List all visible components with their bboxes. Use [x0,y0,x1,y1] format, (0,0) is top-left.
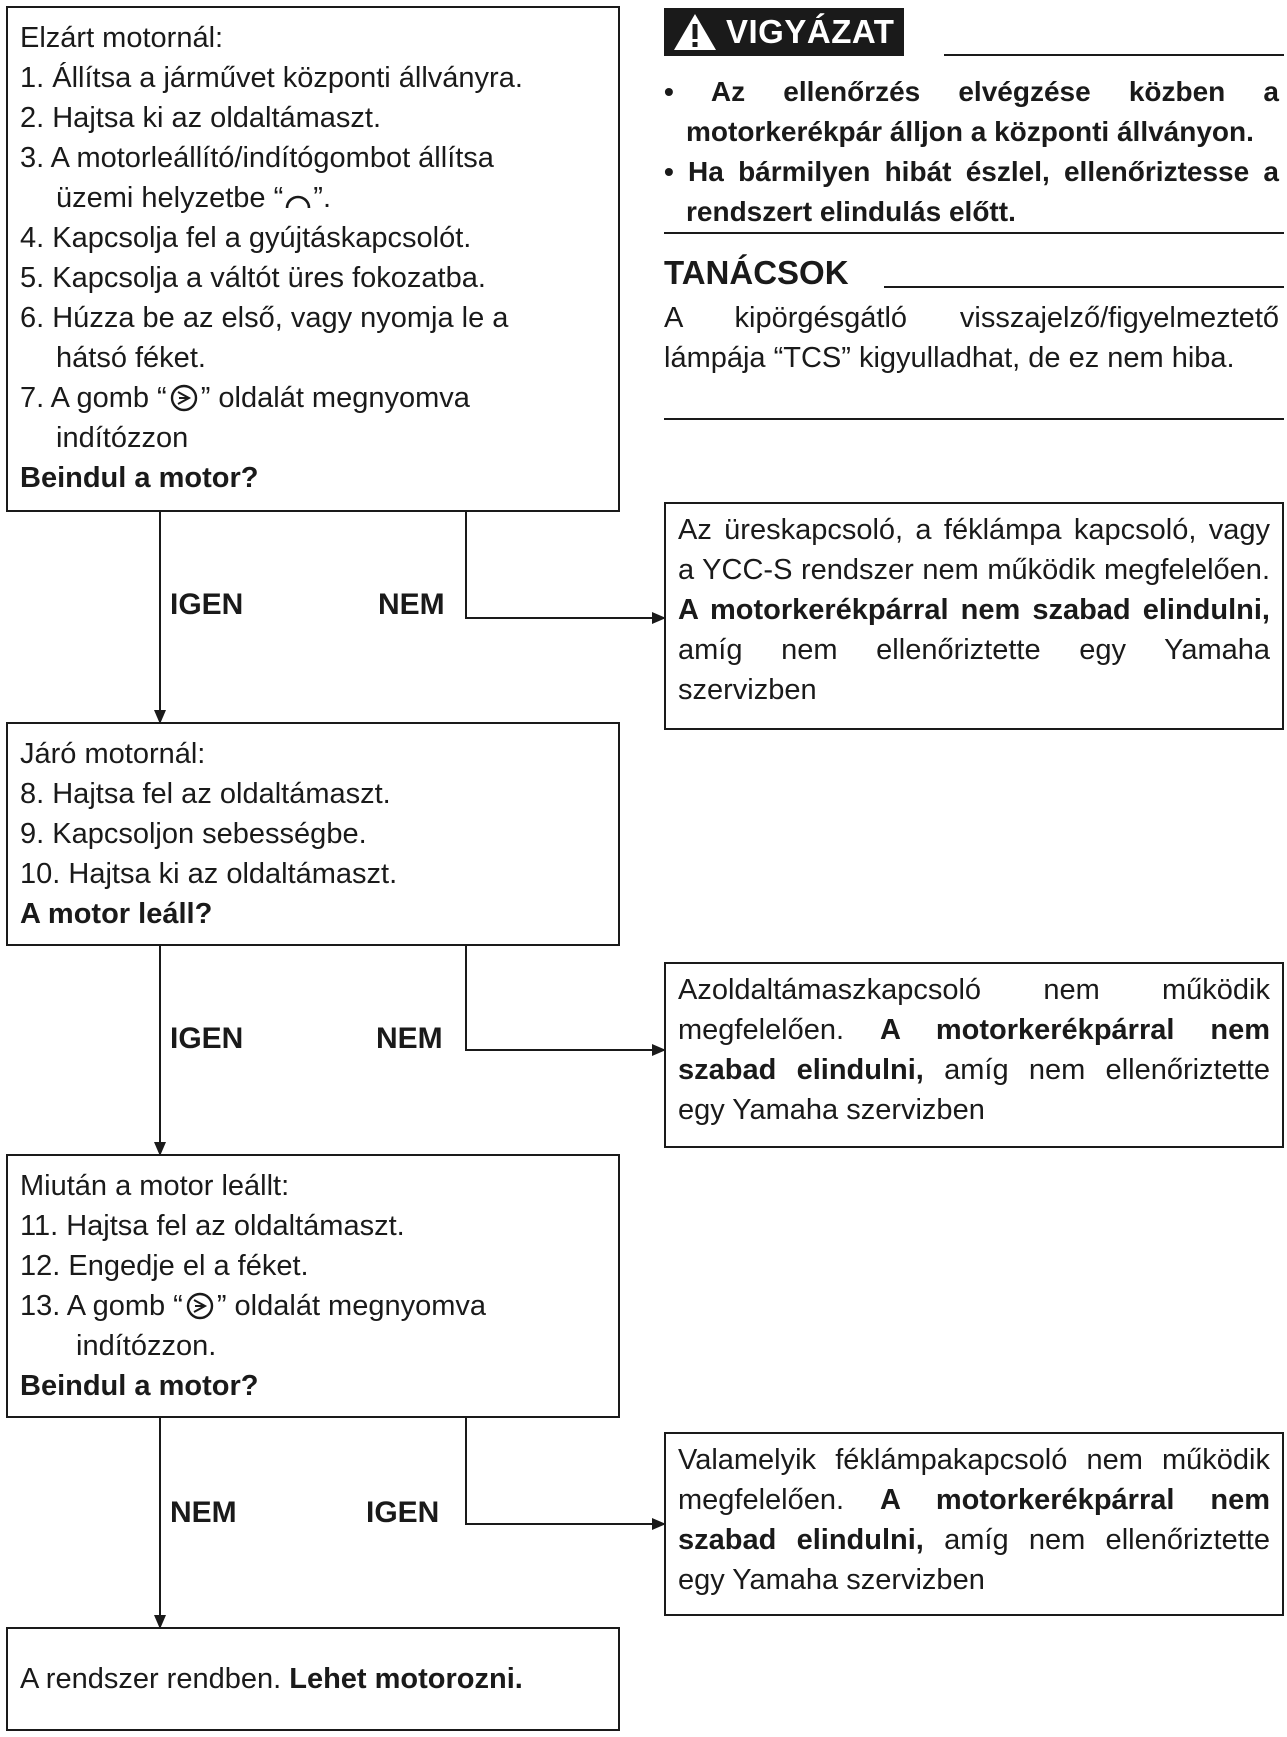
result3-tail: amíg nem ellenőriztette egy Yamaha szervizben [678,1524,1270,1596]
result3-text: Valamelyik féklámpakapcsoló nem működik megfelelően. [678,1444,1270,1516]
caution-header-rule [944,54,1284,56]
step2-box [6,722,620,946]
step3-question: Beindul a motor? [20,1370,259,1402]
step2-no-label: NEM [376,1022,443,1055]
result1-box [664,502,1284,730]
step1-item: üzemi helyzetbe “ ”. [56,182,331,214]
step1-item: 2. Hajtsa ki az oldaltámaszt. [20,102,382,134]
step1-item: 6. Húzza be az első, vagy nyomja le a [20,302,509,334]
step1-item: hátsó féket. [56,342,206,374]
step2-item: 10. Hajtsa ki az oldaltámaszt. [20,858,398,890]
caution-item: • Ha bármilyen hibát észlel, ellenőriztesse a rendszert elindulás előtt. [664,156,1279,227]
step3-no-label: NEM [170,1496,237,1529]
start-switch-icon [167,383,201,413]
arrow-step1-no [466,512,664,618]
final-box [6,1627,620,1731]
step1-item: 5. Kapcsolja a váltót üres fokozatba. [20,262,486,294]
step1-box [6,6,620,512]
step3-yes-label: IGEN [366,1496,440,1529]
tips-bottom-rule [664,418,1284,420]
result2-warning: A motorkerékpárral nem szabad elindulni, [678,1014,1270,1086]
step2-item: 8. Hajtsa fel az oldaltámaszt. [20,778,391,810]
caution-text [664,72,1279,232]
arrow-step2-no [466,946,664,1050]
warning-triangle-icon [672,12,718,52]
caution-bottom-rule [664,232,1284,234]
result2-tail: amíg nem ellenőriztette egy Yamaha szervizben [678,1054,1270,1126]
step1-item: 4. Kapcsolja fel a gyújtáskapcsolót. [20,222,472,254]
step3-item: 11. Hajtsa fel az oldaltámaszt. [20,1210,405,1242]
step2-item: 9. Kapcsoljon sebességbe. [20,818,367,850]
step1-item: indítózzon [56,422,189,454]
caution-header [664,8,904,56]
step2-heading: Járó motornál: [20,738,206,770]
tips-header-rule [884,286,1284,288]
result2-box [664,962,1284,1148]
arrow-step3-yes [466,1418,664,1524]
step3-heading: Miután a motor leállt: [20,1170,290,1202]
step3-item: 13. A gomb “ ” oldalát megnyomva [20,1290,487,1322]
result2-text: Azoldaltámaszkapcsoló nem működik megfelelően. [678,974,1270,1046]
step1-yes-label: IGEN [170,588,244,621]
final-text: A rendszer rendben. Lehet motorozni. [20,1663,523,1695]
step3-item: 12. Engedje el a féket. [20,1250,309,1282]
step3-box [6,1154,620,1418]
step2-yes-label: IGEN [170,1022,244,1055]
step2-question: A motor leáll? [20,898,213,930]
step1-heading: Elzárt motornál: [20,22,224,54]
caution-title: VIGYÁZAT [726,13,895,50]
caution-item: • Az ellenőrzés elvégzése közben a motorkerékpár álljon a központi állványon. [664,76,1279,147]
result1-tail: amíg nem ellenőriztette egy Yamaha szervizben [678,634,1270,706]
start-switch-icon [183,1291,217,1321]
tips-title: TANÁCSOK [664,254,849,291]
result3-warning: A motorkerékpárral nem szabad elindulni, [678,1484,1270,1556]
tips-text: A kipörgésgátló visszajelző/figyelmeztető lámpája “TCS” kigyulladhat, de ez nem hiba. [664,302,1279,374]
result1-warning: A motorkerékpárral nem szabad elindulni, [678,594,1270,626]
result3-box [664,1432,1284,1616]
engine-run-switch-icon [283,184,313,212]
step1-item: 1. Állítsa a járművet központi állványra. [20,62,523,94]
step3-item: indítózzon. [76,1330,217,1362]
step1-question: Beindul a motor? [20,462,259,494]
step1-no-label: NEM [378,588,445,621]
step1-item: 7. A gomb “ ” oldalát megnyomva [20,382,470,414]
step1-item: 3. A motorleállító/indítógombot állítsa [20,142,494,174]
result1-text: Az üreskapcsoló, a féklámpa kapcsoló, vagy a YCC-S rendszer nem működik megfelelően. [678,514,1270,586]
